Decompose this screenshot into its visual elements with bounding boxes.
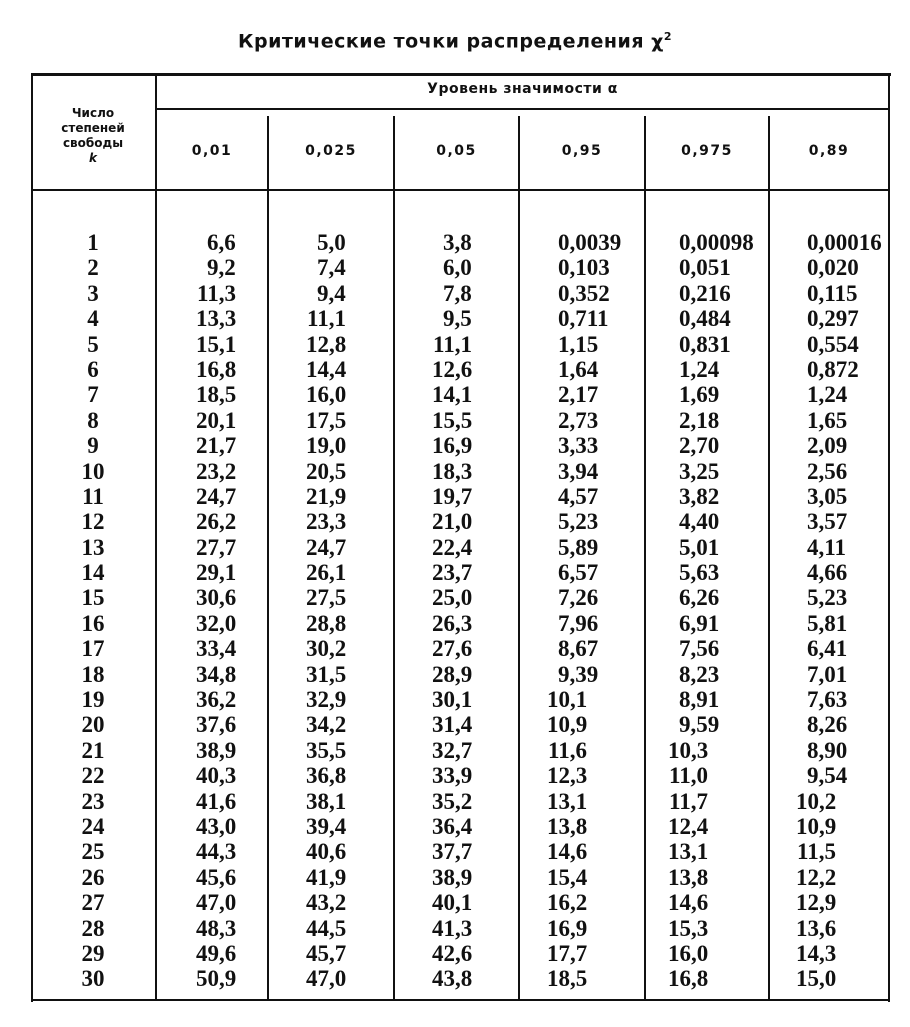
k-value-cell: 10	[81, 458, 105, 484]
value-cell: 36,2	[196, 687, 237, 713]
value-cell: 6,6	[207, 230, 236, 255]
column-divider	[267, 116, 269, 1000]
value-cell: 11,5	[797, 839, 836, 865]
title-superscript: 2	[663, 30, 673, 43]
value-cell: 16,9	[432, 433, 473, 459]
value-cell: 33,4	[196, 636, 237, 662]
value-cell: 44,5	[306, 915, 347, 941]
value-cell: 10,1	[547, 687, 588, 713]
value-cell: 11,1	[307, 306, 346, 332]
column-header: 0,975	[681, 143, 733, 159]
value-cell: 16,0	[306, 382, 347, 408]
value-cell: 9,59	[679, 712, 720, 738]
value-cell: 3,33	[558, 433, 599, 459]
value-cell: 10,9	[796, 813, 837, 839]
value-cell: 12,8	[306, 331, 347, 357]
value-cell: 5,23	[558, 509, 599, 535]
value-cell: 10,2	[796, 788, 837, 814]
column-divider	[393, 116, 395, 1000]
value-cell: 3,82	[679, 483, 720, 509]
value-cell: 16,0	[668, 940, 709, 966]
value-cell: 31,5	[306, 661, 347, 687]
value-cell: 9,5	[443, 306, 472, 332]
value-cell: 3,25	[679, 458, 720, 484]
value-cell: 42,6	[432, 940, 473, 966]
title-text: Критические точки распределения χ	[237, 30, 664, 53]
value-cell: 16,9	[547, 915, 588, 941]
value-cell: 11,3	[197, 280, 236, 306]
value-cell: 14,6	[668, 890, 709, 916]
value-cell: 7,01	[807, 661, 848, 687]
value-cell: 12,6	[432, 356, 473, 382]
value-cell: 37,7	[432, 839, 473, 865]
value-cell: 0,831	[679, 331, 731, 357]
value-cell: 32,9	[306, 687, 347, 713]
value-cell: 7,26	[558, 585, 599, 611]
value-cell: 4,57	[558, 483, 599, 509]
value-cell: 0,020	[807, 255, 859, 281]
value-cell: 6,41	[807, 636, 848, 662]
k-value-cell: 1	[87, 230, 99, 255]
k-value-cell: 29	[81, 940, 105, 966]
value-cell: 25,0	[432, 585, 473, 611]
value-cell: 35,2	[432, 788, 473, 814]
value-cell: 24,7	[196, 483, 237, 509]
value-cell: 16,2	[547, 890, 588, 916]
value-cell: 0,352	[558, 280, 610, 306]
k-value-cell: 7	[87, 382, 99, 408]
k-value-cell: 20	[81, 712, 105, 738]
value-cell: 1,65	[807, 407, 848, 433]
value-cell: 2,73	[558, 407, 599, 433]
value-cell: 29,1	[196, 560, 237, 586]
k-value-cell: 25	[81, 839, 105, 865]
k-column-divider	[155, 74, 157, 1000]
k-value-cell: 17	[81, 636, 105, 662]
value-cell: 0,484	[679, 306, 731, 332]
value-cell: 16,8	[196, 356, 237, 382]
k-value-cell: 12	[81, 509, 105, 535]
value-cell: 13,6	[796, 915, 837, 941]
value-cell: 1,24	[807, 382, 848, 408]
k-value-cell: 11	[82, 483, 104, 509]
value-cell: 14,1	[432, 382, 473, 408]
value-cell: 0,297	[807, 306, 859, 332]
value-cell: 38,1	[306, 788, 347, 814]
value-cell: 9,39	[558, 661, 599, 687]
k-value-cell: 8	[87, 407, 99, 433]
value-cell: 24,7	[306, 534, 347, 560]
value-cell: 20,1	[196, 407, 237, 433]
value-cell: 43,8	[432, 966, 473, 992]
value-cell: 13,8	[547, 813, 588, 839]
value-cell: 5,0	[317, 230, 346, 255]
value-cell: 12,9	[796, 890, 837, 916]
value-cell: 32,0	[196, 610, 237, 636]
value-cell: 17,7	[547, 940, 588, 966]
value-cell: 10,9	[547, 712, 588, 738]
value-cell: 0,00016	[807, 230, 882, 255]
value-cell: 26,3	[432, 610, 473, 636]
value-cell: 2,70	[679, 433, 720, 459]
value-cell: 23,7	[432, 560, 473, 586]
table-top-rule	[31, 73, 891, 76]
k-value-cell: 22	[81, 763, 105, 789]
value-cell: 11,0	[669, 763, 708, 789]
values-column-0.89	[796, 230, 882, 992]
k-value-cell: 3	[87, 280, 99, 306]
value-cell: 16,8	[668, 966, 709, 992]
value-cell: 12,4	[668, 813, 709, 839]
value-cell: 0,216	[679, 280, 731, 306]
value-cell: 14,6	[547, 839, 588, 865]
values-column-0.01	[196, 230, 236, 992]
value-cell: 7,8	[443, 280, 472, 306]
value-cell: 39,4	[306, 813, 347, 839]
value-cell: 9,4	[317, 280, 346, 306]
value-cell: 49,6	[196, 940, 237, 966]
value-cell: 3,94	[558, 458, 599, 484]
value-cell: 3,8	[443, 230, 472, 255]
value-cell: 0,711	[558, 306, 609, 332]
value-cell: 19,0	[306, 433, 347, 459]
value-cell: 12,2	[796, 864, 837, 890]
value-cell: 2,56	[807, 458, 848, 484]
value-cell: 3,57	[807, 509, 848, 535]
value-cell: 9,54	[807, 763, 848, 789]
value-cell: 18,3	[432, 458, 473, 484]
value-cell: 45,7	[306, 940, 347, 966]
value-cell: 4,66	[807, 560, 848, 586]
values-column-0.05	[432, 230, 472, 992]
value-cell: 5,23	[807, 585, 848, 611]
column-divider	[768, 116, 770, 1000]
k-header-line: степеней	[61, 121, 125, 135]
value-cell: 38,9	[432, 864, 473, 890]
value-cell: 0,103	[558, 255, 610, 281]
k-value-cell: 27	[81, 890, 105, 916]
value-cell: 1,69	[679, 382, 720, 408]
value-cell: 15,0	[796, 966, 837, 992]
value-cell: 0,051	[679, 255, 731, 281]
k-value-cell: 13	[81, 534, 105, 560]
value-cell: 34,2	[306, 712, 347, 738]
value-cell: 8,91	[679, 687, 720, 713]
k-value-cell: 14	[81, 560, 105, 586]
k-header-symbol: k	[89, 151, 97, 165]
k-value-cell: 24	[81, 813, 105, 839]
value-cell: 14,3	[796, 940, 837, 966]
column-header: 0,05	[436, 143, 477, 159]
value-cell: 15,3	[668, 915, 709, 941]
value-cell: 41,6	[196, 788, 237, 814]
k-value-cell: 5	[87, 331, 99, 357]
k-value-cell: 2	[87, 255, 99, 281]
value-cell: 50,9	[196, 966, 237, 992]
value-cell: 45,6	[196, 864, 237, 890]
value-cell: 12,3	[547, 763, 588, 789]
value-cell: 2,09	[807, 433, 848, 459]
value-cell: 14,4	[306, 356, 347, 382]
value-cell: 18,5	[196, 382, 237, 408]
value-cell: 6,0	[443, 255, 472, 281]
k-value-cell: 4	[87, 306, 99, 332]
value-cell: 30,6	[196, 585, 237, 611]
value-cell: 40,6	[306, 839, 347, 865]
values-column-0.975	[668, 230, 754, 992]
value-cell: 8,67	[558, 636, 599, 662]
k-value-cell: 30	[81, 966, 105, 992]
value-cell: 4,40	[679, 509, 720, 535]
value-cell: 13,8	[668, 864, 709, 890]
value-cell: 27,6	[432, 636, 473, 662]
column-divider	[518, 116, 520, 1000]
value-cell: 15,1	[196, 331, 237, 357]
value-cell: 1,64	[558, 356, 599, 382]
value-cell: 43,0	[196, 813, 237, 839]
value-cell: 41,3	[432, 915, 473, 941]
value-cell: 2,18	[679, 407, 720, 433]
value-cell: 41,9	[306, 864, 347, 890]
column-header: 0,95	[561, 143, 603, 159]
value-cell: 8,90	[807, 737, 848, 763]
value-cell: 47,0	[306, 966, 347, 992]
value-cell: 22,4	[432, 534, 473, 560]
value-cell: 33,9	[432, 763, 473, 789]
value-cell: 0,872	[807, 356, 859, 382]
value-cell: 37,6	[196, 712, 237, 738]
value-cell: 26,2	[196, 509, 237, 535]
value-cell: 1,24	[679, 356, 720, 382]
value-cell: 27,7	[196, 534, 237, 560]
header-bottom-rule	[31, 189, 890, 191]
value-cell: 8,23	[679, 661, 720, 687]
value-cell: 6,91	[679, 610, 720, 636]
value-cell: 20,5	[306, 458, 347, 484]
column-header: 0,025	[305, 143, 357, 159]
value-cell: 5,01	[679, 534, 720, 560]
value-cell: 21,9	[306, 483, 347, 509]
value-cell: 44,3	[196, 839, 237, 865]
value-cell: 21,0	[432, 509, 473, 535]
value-cell: 6,26	[679, 585, 720, 611]
value-cell: 15,4	[547, 864, 588, 890]
value-cell: 5,89	[558, 534, 599, 560]
k-value-cell: 18	[81, 661, 105, 687]
header-divider-alpha	[155, 108, 890, 110]
k-values-column	[31, 230, 155, 992]
value-cell: 32,7	[432, 737, 473, 763]
value-cell: 13,3	[196, 306, 237, 332]
value-cell: 10,3	[668, 737, 709, 763]
value-cell: 7,4	[317, 255, 346, 281]
value-cell: 11,7	[669, 788, 708, 814]
value-cell: 11,1	[433, 331, 472, 357]
value-cell: 1,15	[558, 331, 599, 357]
k-value-cell: 26	[81, 864, 105, 890]
value-cell: 30,1	[432, 687, 473, 713]
value-cell: 18,5	[547, 966, 588, 992]
value-cell: 9,2	[207, 255, 236, 281]
value-cell: 3,05	[807, 483, 848, 509]
value-cell: 7,56	[679, 636, 720, 662]
column-header: 0,01	[191, 143, 233, 159]
value-cell: 7,63	[807, 687, 848, 713]
value-cell: 27,5	[306, 585, 347, 611]
value-cell: 6,57	[558, 560, 599, 586]
value-cell: 7,96	[558, 610, 599, 636]
value-cell: 23,2	[196, 458, 237, 484]
value-cell: 36,8	[306, 763, 347, 789]
k-value-cell: 15	[81, 585, 105, 611]
value-cell: 15,5	[432, 407, 473, 433]
value-cell: 35,5	[306, 737, 347, 763]
k-header-line: свободы	[62, 136, 124, 150]
k-value-cell: 19	[81, 687, 105, 713]
value-cell: 11,6	[548, 737, 587, 763]
value-cell: 40,1	[432, 890, 473, 916]
value-cell: 34,8	[196, 661, 237, 687]
significance-level-header: Уровень значимости α	[427, 81, 618, 97]
table-bottom-rule	[31, 999, 890, 1001]
table-title	[0, 30, 910, 52]
value-cell: 13,1	[547, 788, 588, 814]
value-cell: 47,0	[196, 890, 237, 916]
value-cell: 28,9	[432, 661, 473, 687]
k-value-cell: 28	[81, 915, 105, 941]
value-cell: 17,5	[306, 407, 347, 433]
k-header-line: Число	[71, 106, 115, 120]
k-value-cell: 23	[81, 788, 105, 814]
value-cell: 4,11	[807, 534, 846, 560]
table-right-border	[888, 74, 890, 1002]
k-value-cell: 16	[81, 610, 105, 636]
value-cell: 0,115	[807, 280, 858, 306]
value-cell: 0,00098	[679, 230, 754, 255]
k-value-cell: 9	[87, 433, 99, 459]
value-cell: 8,26	[807, 712, 848, 738]
values-column-0.95	[547, 230, 621, 992]
column-header: 0,89	[808, 143, 850, 159]
value-cell: 28,8	[306, 610, 347, 636]
value-cell: 40,3	[196, 763, 237, 789]
column-divider	[644, 116, 646, 1000]
value-cell: 31,4	[432, 712, 473, 738]
value-cell: 0,554	[807, 331, 859, 357]
k-value-cell: 21	[81, 737, 105, 763]
value-cell: 43,2	[306, 890, 347, 916]
value-cell: 5,81	[807, 610, 848, 636]
value-cell: 21,7	[196, 433, 237, 459]
value-cell: 5,63	[679, 560, 720, 586]
value-cell: 26,1	[306, 560, 347, 586]
values-column-0.025	[306, 230, 346, 992]
value-cell: 0,0039	[558, 230, 622, 255]
value-cell: 19,7	[432, 483, 473, 509]
degrees-of-freedom-header	[31, 106, 155, 166]
value-cell: 30,2	[306, 636, 347, 662]
value-cell: 23,3	[306, 509, 347, 535]
value-cell: 36,4	[432, 813, 473, 839]
value-cell: 38,9	[196, 737, 237, 763]
k-value-cell: 6	[87, 356, 99, 382]
value-cell: 48,3	[196, 915, 237, 941]
value-cell: 2,17	[558, 382, 599, 408]
value-cell: 13,1	[668, 839, 709, 865]
